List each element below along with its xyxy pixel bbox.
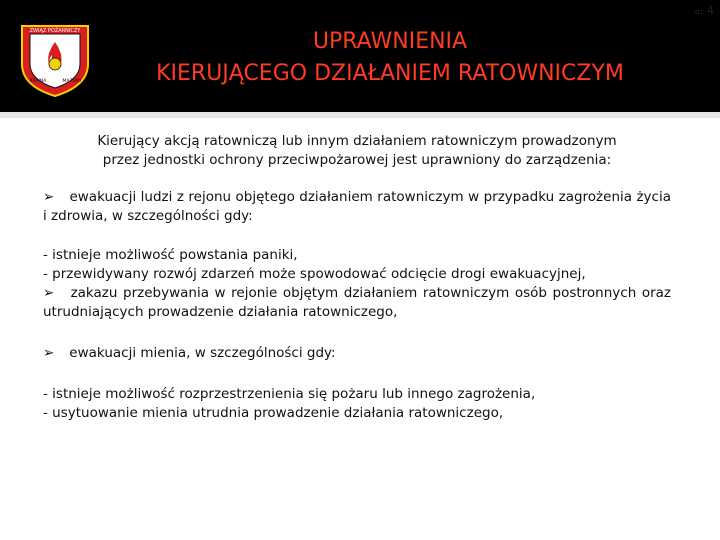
slide-title bbox=[100, 26, 680, 90]
header-divider bbox=[0, 112, 720, 118]
arrow-bullet-icon: ➢ bbox=[43, 189, 55, 205]
fire-brigade-logo bbox=[18, 20, 92, 98]
list-item: - istnieje możliwość rozprzestrzenienia się pożaru lub innego zagrożenia, bbox=[43, 386, 536, 402]
list-item: - istnieje możliwość powstania paniki, bbox=[43, 247, 298, 263]
svg-text:KRAINA: KRAINA bbox=[29, 79, 47, 84]
list-item: - przewidywany rozwój zdarzeń może spowodować odcięcie drogi ewakuacyjnej, bbox=[43, 266, 586, 282]
bullet-evacuate-people bbox=[43, 188, 671, 226]
arrow-bullet-icon: ➢ bbox=[43, 285, 55, 301]
page-number-value: 4 bbox=[707, 4, 714, 17]
intro-paragraph: Kierujący akcją ratowniczą lub innym działaniem ratowniczym prowadzonym przez jednostki ochrony przeciwpożarowej jest uprawniony do zarządzenia: bbox=[97, 133, 617, 168]
title-line-2: KIERUJĄCEGO DZIAŁANIEM RATOWNICZYM bbox=[156, 61, 624, 86]
svg-text:MAZURY: MAZURY bbox=[62, 79, 82, 84]
slide-body bbox=[43, 132, 671, 423]
header-bar bbox=[0, 0, 720, 112]
bullet-text: ewakuacji mienia, w szczególności gdy: bbox=[69, 345, 336, 361]
title-line-1: UPRAWNIENIA bbox=[312, 29, 468, 54]
svg-text:ZWIĄZ POŻARNICZY: ZWIĄZ POŻARNICZY bbox=[29, 28, 81, 34]
arrow-bullet-icon: ➢ bbox=[43, 345, 55, 361]
bullet-text: ewakuacji ludzi z rejonu objętego działaniem ratowniczym w przypadku zagrożenia życia i zdrowia, w szczególności gdy: bbox=[43, 189, 671, 224]
bullet-text: zakazu przebywania w rejonie objętym działaniem ratowniczym osób postronnych oraz utrudniających prowadzenie działania ratowniczego, bbox=[43, 285, 671, 320]
page-number bbox=[694, 4, 714, 17]
bullet-evacuate-property bbox=[43, 344, 671, 363]
bullet-ban-presence bbox=[43, 284, 671, 322]
page-number-prefix: str. bbox=[694, 8, 705, 16]
list-item: - usytuowanie mienia utrudnia prowadzenie działania ratowniczego, bbox=[43, 405, 504, 421]
